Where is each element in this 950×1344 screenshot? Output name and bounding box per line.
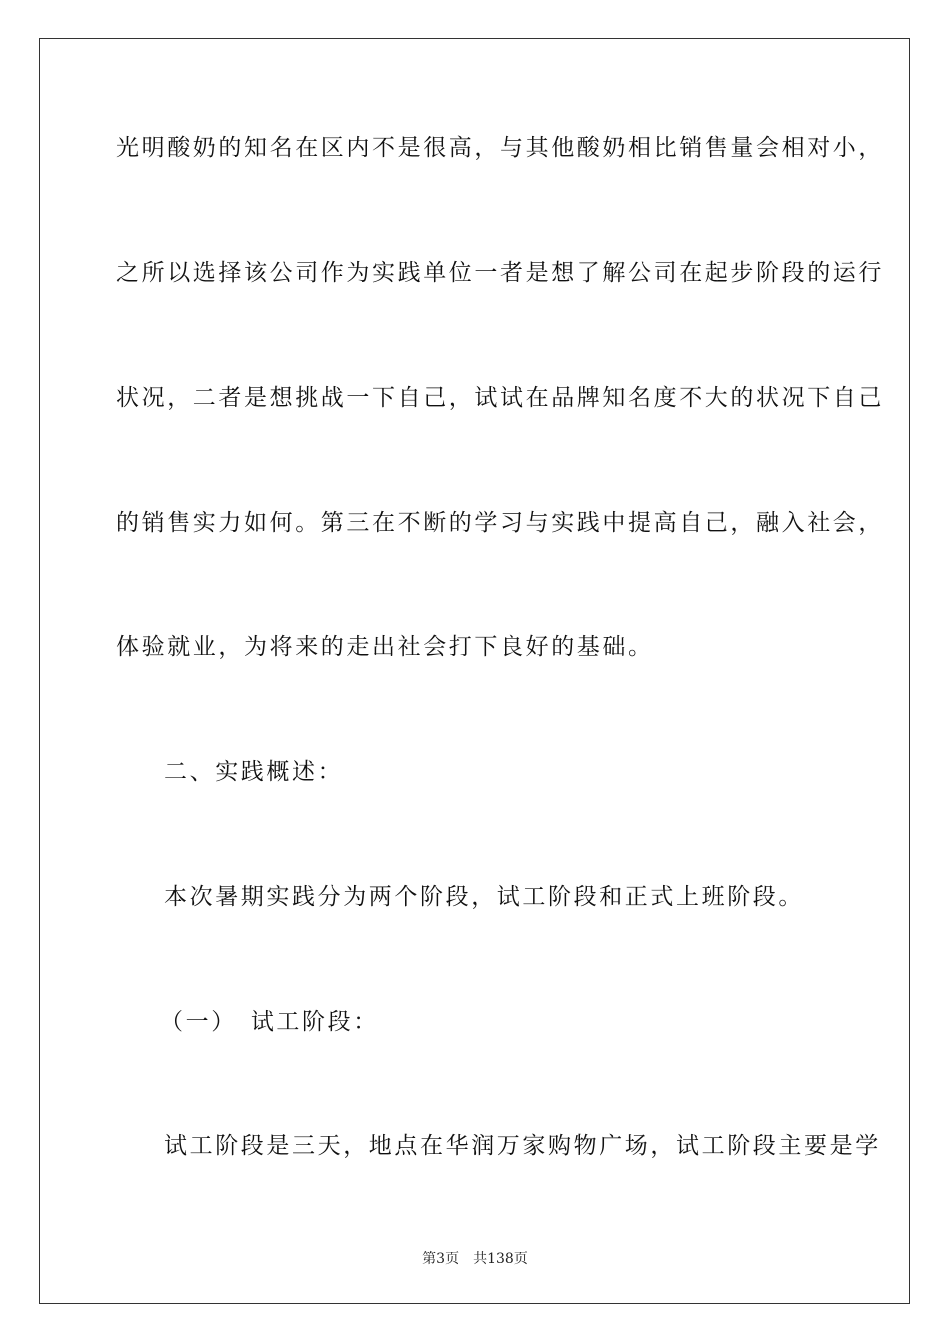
page-footer [0, 1248, 950, 1268]
total-pages: 共138页 [473, 1251, 528, 1267]
paragraph-line: 的销售实力如何。第三在不断的学习与实践中提高自己，融入社会， [116, 510, 884, 536]
paragraph-line: 体验就业，为将来的走出社会打下良好的基础。 [116, 634, 654, 660]
subsection-title: 试工阶段： [250, 1009, 379, 1035]
page-border [39, 38, 910, 1304]
page-number: 第3页 [422, 1251, 460, 1267]
paragraph-line: 光明酸奶的知名在区内不是很高，与其他酸奶相比销售量会相对小， [116, 135, 884, 161]
paragraph-line: 状况，二者是想挑战一下自己，试试在品牌知名度不大的状况下自己 [116, 385, 884, 411]
subsection-heading [160, 1007, 379, 1037]
overview-paragraph: 本次暑期实践分为两个阶段，试工阶段和正式上班阶段。 [164, 884, 804, 910]
subsection-number: （一） [160, 1009, 237, 1035]
trial-paragraph: 试工阶段是三天，地点在华润万家购物广场，试工阶段主要是学 [164, 1133, 881, 1159]
section-heading: 二、实践概述： [164, 759, 344, 785]
paragraph-line: 之所以选择该公司作为实践单位一者是想了解公司在起步阶段的运行 [116, 260, 884, 286]
